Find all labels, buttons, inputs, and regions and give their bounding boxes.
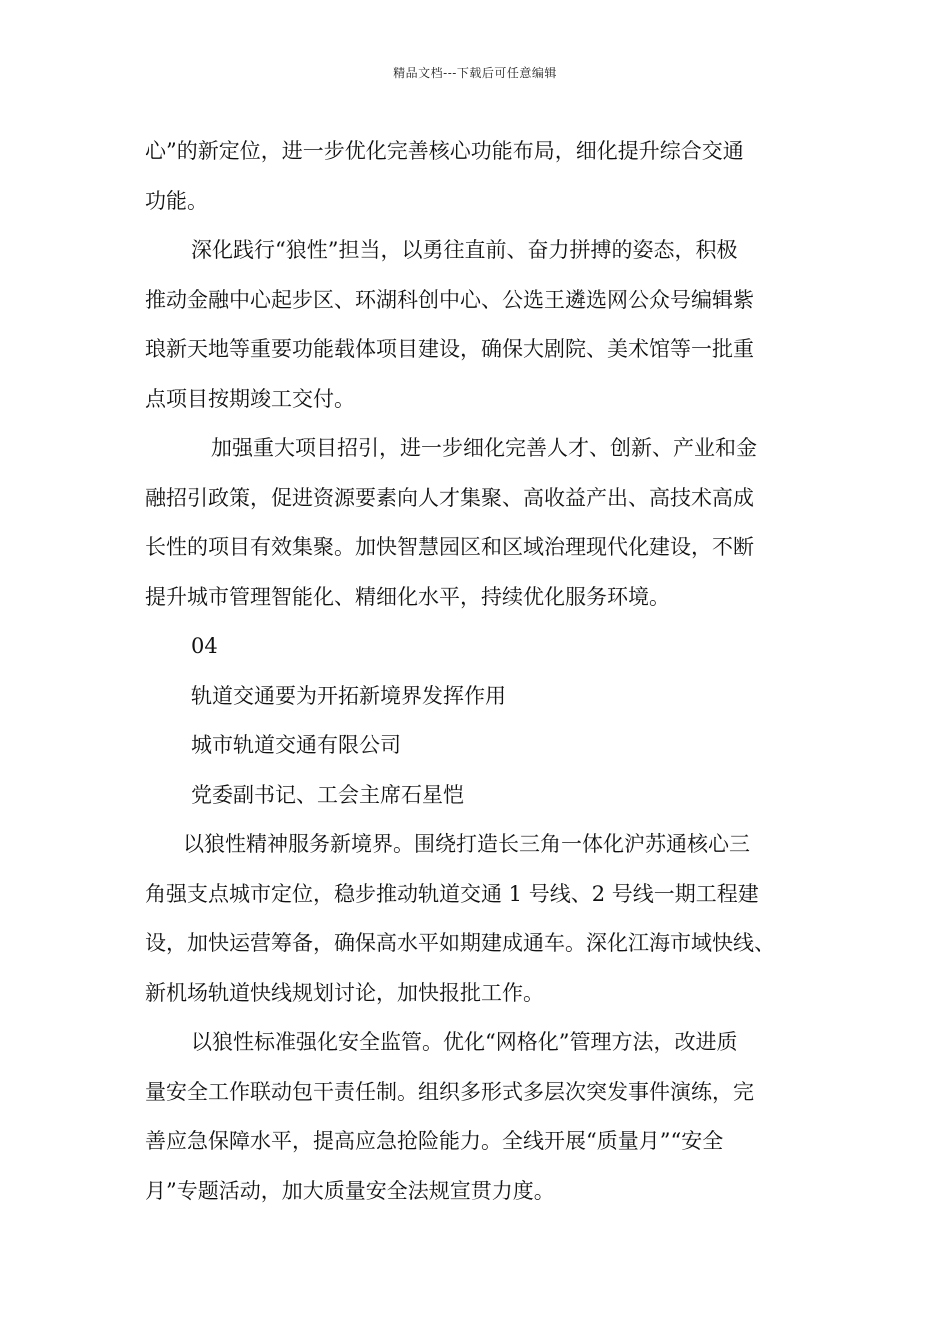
text-line: 长性的项目有效集聚。加快智慧园区和区域治理现代化建设，不断	[145, 535, 754, 559]
text-line: 量安全工作联动包干责任制。组织多形式多层次突发事件演练，完	[145, 1079, 754, 1104]
text-line: 提升城市管理智能化、精细化水平，持续优化服务环境。	[145, 584, 670, 609]
section-number: 04	[191, 634, 218, 658]
section-title: 轨道交通要为开拓新境界发挥作用	[191, 683, 506, 708]
paragraph-1	[145, 127, 825, 226]
text-line: 设，加快运营筹备，确保高水平如期建成通车。深化江海市域快线、	[145, 931, 775, 955]
paragraph-3	[145, 424, 825, 622]
paragraph-2	[145, 226, 825, 424]
text-line: 融招引政策，促进资源要素向人才集聚、高收益产出、高技术高成	[145, 485, 754, 510]
text-line: 加强重大项目招引，进一步细化完善人才、创新、产业和金	[211, 436, 757, 460]
text-line: 推动金融中心起步区、环湖科创中心、公选王遴选网公众号编辑紫	[145, 287, 754, 312]
paragraph-4	[145, 820, 825, 1018]
text-line: 善应急保障水平，提高应急抢险能力。全线开展“质量月”“安全	[145, 1129, 724, 1153]
text-line: 角强支点城市定位，稳步推动轨道交通 1 号线、2 号线一期工程建	[145, 881, 759, 906]
document-body	[145, 127, 825, 1216]
text-line: 琅新天地等重要功能载体项目建设，确保大剧院、美术馆等一批重	[145, 337, 754, 361]
text-line: 点项目按期竣工交付。	[145, 386, 355, 411]
author-title: 党委副书记、工会主席石星恺	[191, 782, 464, 807]
text-line: 以狼性标准强化安全监管。优化“网格化”管理方法，改进质	[191, 1030, 738, 1054]
text-line: 心”的新定位，进一步优化完善核心功能布局，细化提升综合交通	[145, 139, 744, 163]
paragraph-5	[145, 1018, 825, 1216]
text-line: 以狼性精神服务新境界。围绕打造长三角一体化沪苏通核心三	[183, 832, 750, 856]
text-line: 深化践行“狼性”担当，以勇往直前、奋力拼搏的姿态，积极	[191, 238, 738, 262]
text-line: 月”专题活动，加大质量安全法规宣贯力度。	[145, 1178, 555, 1203]
text-line: 功能。	[145, 188, 208, 213]
organization-name: 城市轨道交通有限公司	[191, 733, 401, 757]
text-line: 新机场轨道快线规划讨论，加快报批工作。	[145, 980, 544, 1005]
page-header: 精品文档---下载后可任意编辑	[393, 66, 557, 80]
